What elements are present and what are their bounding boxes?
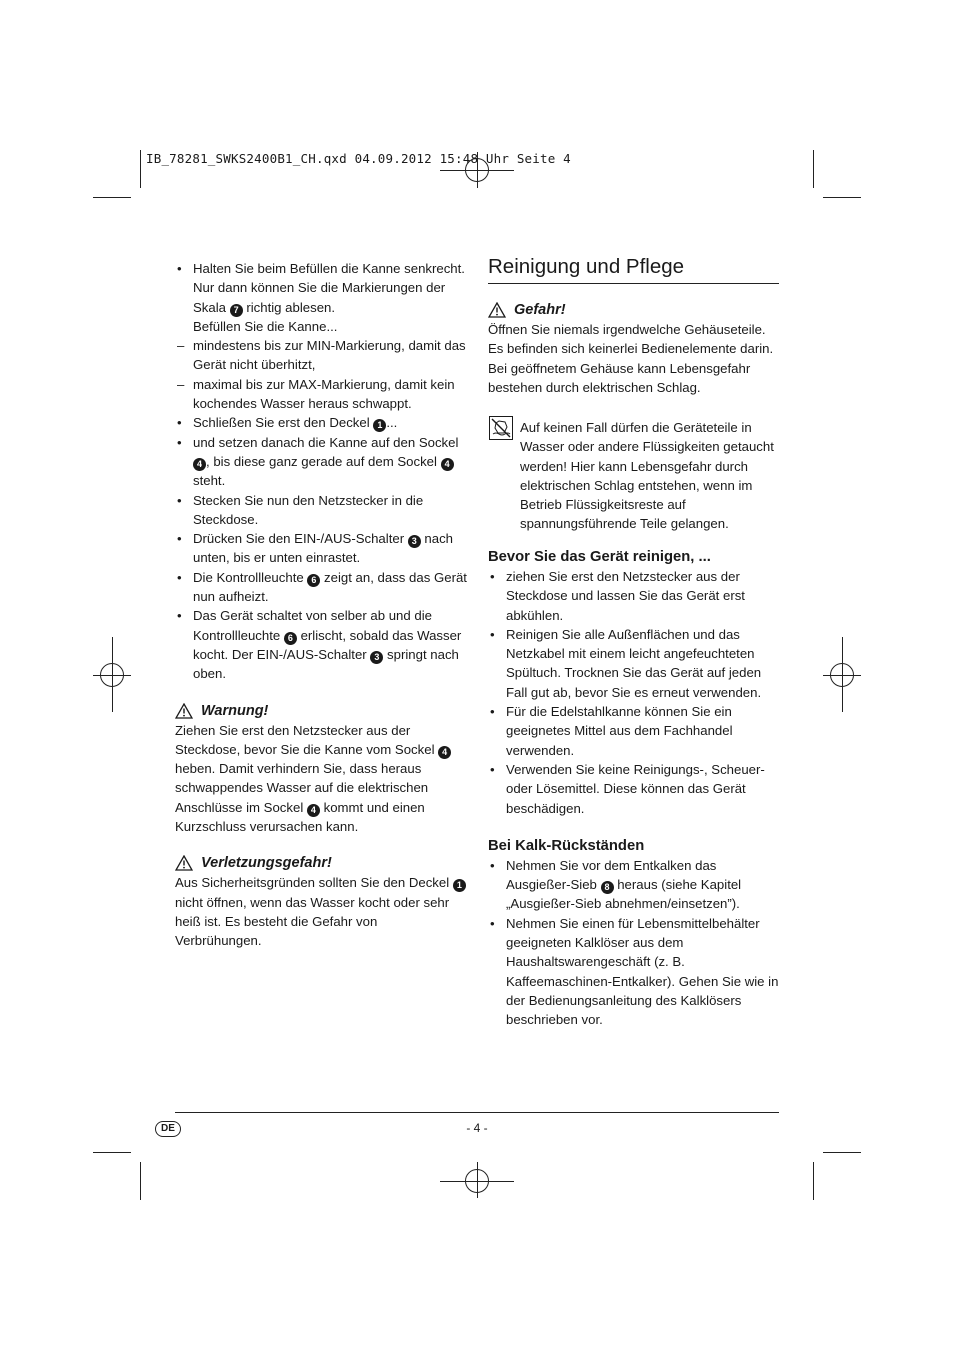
list-item: • Die Kontrollleuchte 6 zeigt an, dass das Gerät nun aufheizt.	[177, 569, 467, 605]
part-number-badge: 6	[307, 574, 320, 587]
language-badge: DE	[155, 1121, 181, 1137]
list-item: • Für die Edelstahlkanne können Sie ein geeignetes Mittel aus dem Fachhandel verwenden.	[490, 704, 733, 758]
list-item: • ziehen Sie erst den Netzstecker aus der Steckdose und lassen Sie das Gerät erst abkühlen.	[490, 569, 745, 623]
part-number-badge: 4	[307, 804, 320, 817]
part-number-badge: 3	[370, 651, 383, 664]
subsection-title: Bevor Sie das Gerät reinigen, ...	[488, 549, 711, 565]
warning-triangle-icon	[175, 855, 193, 871]
injury-warning-heading: Verletzungsgefahr!	[175, 853, 467, 873]
list-item: • Schließen Sie erst den Deckel 1 ...	[177, 415, 398, 431]
part-number-badge: 6	[284, 632, 297, 645]
list-item: • Stecken Sie nun den Netzstecker in die Steckdose.	[177, 492, 424, 527]
part-number-badge: 1	[373, 419, 386, 432]
cleaning-section	[488, 547, 779, 1030]
list-item: • Halten Sie beim Befüllen die Kanne senkrecht. Nur dann können Sie die Markierungen der Skala 7 richtig ablesen.	[177, 261, 465, 315]
part-number-badge: 4	[438, 746, 451, 759]
warning-triangle-icon	[175, 703, 193, 719]
part-number-badge: 8	[601, 881, 614, 894]
file-slug: IB_78281_SWKS2400B1_CH.qxd 04.09.2012 15:48 Uhr Seite 4	[146, 151, 571, 166]
list-item: • Verwenden Sie keine Reinigungs-, Scheuer- oder Lösemittel. Diese können das Gerät beschädigen.	[490, 761, 765, 816]
list-item: – mindestens bis zur MIN-Markierung, damit das Gerät nicht überhitzt,	[177, 338, 466, 373]
immersion-warning-text: Auf keinen Fall dürfen die Geräteteile in Wasser oder andere Flüssigkeiten getaucht werden! Hier kann Lebensgefahr durch elektrischen Schlag entstehen, wenn im Betrieb Flüssigkeitsreste auf spannungsführende Teile gelangen.	[520, 420, 774, 532]
list-item: – maximal bis zur MAX-Markierung, damit kein kochendes Wasser heraus schwappt.	[177, 376, 455, 412]
part-number-badge: 7	[230, 304, 243, 317]
list-item: • Reinigen Sie alle Außenflächen und das Netzkabel mit einem leicht angefeuchteten Spültuch. Trocknen Sie das Gerät auf jeden Fall gut ab, bevor Sie es erneut verwenden.	[490, 626, 762, 700]
list-item: • Nehmen Sie einen für Lebensmittelbehälter geeigneten Kalklöser aus dem Haushaltswarengeschäft (z. B. Kaffeemaschinen-Entkalker). Gehen Sie wie in der Bedienungsanleitung des Kalklösers beschrieben vor.	[490, 915, 779, 1028]
page-number: - 4 -	[466, 1121, 488, 1135]
warning-triangle-icon	[488, 302, 506, 318]
list-item: • und setzen danach die Kanne auf den Sockel 4 , bis diese ganz gerade auf dem Sockel 4 steht.	[177, 434, 459, 489]
footer-rule	[175, 1112, 779, 1113]
injury-warning-text: Aus Sicherheitsgründen sollten Sie den Deckel 1 nicht öffnen, wenn das Wasser kocht oder sehr heiß ist. Es besteht die Gefahr von Verbrühungen.	[175, 873, 467, 950]
warning-text: Ziehen Sie erst den Netzstecker aus der Steckdose, bevor Sie die Kanne vom Sockel 4 heben. Damit verhindern Sie, dass heraus schwappendes Wasser auf die elektrischen Anschlüsse im Sockel 4 kommt und einen Kurzschluss verursachen kann.	[175, 721, 467, 837]
no-immersion-icon	[489, 416, 513, 440]
warning-heading: Warnung!	[175, 701, 467, 721]
right-danger-block	[488, 300, 779, 397]
part-number-badge: 1	[453, 879, 466, 892]
part-number-badge: 4	[193, 458, 206, 471]
part-number-badge: 3	[408, 535, 421, 548]
left-column	[175, 259, 467, 951]
section-title: Reinigung und Pflege	[488, 253, 779, 284]
part-number-badge: 4	[441, 458, 454, 471]
list-item: • Nehmen Sie vor dem Entkalken das Ausgießer-Sieb 8 heraus (siehe Kapitel „Ausgießer-Sieb abnehmen/einsetzen”).	[490, 857, 742, 912]
list-item: Befüllen Sie die Kanne...	[193, 318, 338, 334]
subsection-title: Bei Kalk-Rückständen	[488, 837, 645, 854]
danger-text: Öffnen Sie niemals irgendwelche Gehäuseteile. Es befinden sich keinerlei Bedienelemente darin. Bei geöffnetem Gehäuse kann Lebensgefahr bestehen durch elektrischen Schlag.	[488, 322, 774, 395]
list-item: • Das Gerät schaltet von selber ab und die Kontrollleuchte 6 erlischt, sobald das Wasser kocht. Der EIN-/AUS-Schalter 3 springt nach oben.	[177, 608, 462, 682]
danger-heading: Gefahr!	[488, 300, 779, 320]
list-item: • Drücken Sie den EIN-/AUS-Schalter 3 nach unten, bis er unten einrastet.	[177, 531, 454, 566]
